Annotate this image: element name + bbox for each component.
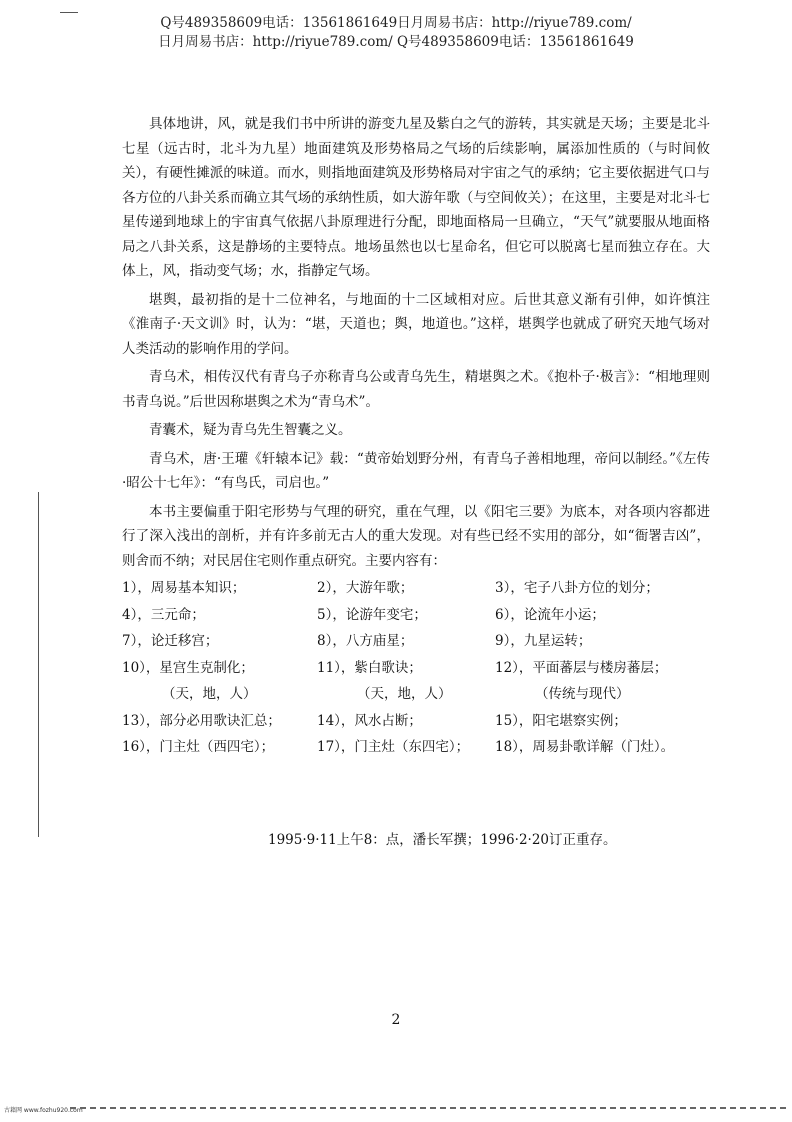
contents-subitem: （天，地，人） [162, 686, 257, 702]
header-line-1: Q号489358609电话：13561861649日月周易书店：http://riyue789.com/ [160, 15, 632, 31]
contents-item: 9），九星运转； [495, 633, 592, 649]
contents-subrow [122, 681, 710, 708]
header-line-2: 日月周易书店：http://riyue789.com/ Q号489358609电话：13561861649 [158, 34, 634, 50]
paragraph-qingwu-origin: 青乌术，唐·王瓘《轩辕本记》载：“黄帝始划野分州，有青乌子善相地理，帝问以制经。”《左传·昭公十七年》：“有鸟氏，司启也。” [122, 450, 710, 491]
page-number: 2 [391, 1012, 401, 1028]
contents-item: 12），平面蕃层与楼房蕃层； [495, 659, 668, 676]
page-header [0, 14, 792, 52]
contents-item: 3），宅子八卦方位的划分； [495, 580, 659, 596]
paragraph-kanyu: 堪舆，最初指的是十二位神名，与地面的十二区域相对应。后世其意义渐有引伸，如许慎注《淮南子·天文训》时，认为：“堪，天道也；舆，地道也。”这样，堪舆学也就成了研究天地气场对人类活动的影响作用的学问。 [122, 291, 710, 357]
footer-watermark: 古籍网 www.fozhu920.com [4, 1107, 83, 1114]
contents-row [122, 708, 710, 735]
scan-mark [60, 12, 78, 13]
contents-item: 4），三元命； [122, 606, 205, 623]
contents-subitem: （传统与现代） [535, 686, 630, 702]
contents-row [122, 734, 710, 761]
contents-item: 17），门主灶（东四宅）； [317, 739, 470, 755]
contents-item: 18），周易卦歌详解（门灶）。 [495, 739, 675, 755]
contents-row [122, 655, 710, 682]
contents-item: 15），阳宅堪察实例； [495, 712, 627, 729]
paragraph-book-intro: 本书主要偏重于阳宅形势与气理的研究，重在气理，以《阳宅三要》为底本，对各项内容都进行了深入浅出的剖析，并有许多前无古人的重大发现。对有些已经不实用的部分，如“衙署吉凶”，则舍而不纳；对民居住宅则作重点研究。主要内容有： [122, 503, 710, 569]
contents-item: 11），紫白歌诀； [317, 659, 422, 676]
paragraph-wind-water: 具体地讲，风，就是我们书中所讲的游变九星及紫白之气的游转，其实就是天场；主要是北斗七星（远古时，北斗为九星）地面建筑及形势格局之气场的后续影响，属添加性质的（与时间攸关），有硬性摊派的味道。而水，则指地面建筑及形势格局对宇宙之气的承纳；它主要依据进气口与各方位的八卦关系而确立其气场的承纳性质，如大游年歌（与空间攸关）；在这里，主要是对北斗七星传递到地球上的宇宙真气依据八卦原理进行分配，即地面格局一旦确立，“天气”就要服从地面格局之八卦关系，这是静场的主要特点。地场虽然也以七星命名，但它可以脱离七星而独立存在。大体上，风，指动变气场；水，指静定气场。 [122, 116, 710, 279]
contents-row [122, 602, 710, 629]
contents-item: 13），部分必用歌诀汇总； [122, 712, 281, 729]
contents-list [122, 575, 710, 761]
contents-row [122, 628, 710, 655]
contents-item: 14），风水占断； [317, 712, 422, 729]
contents-row [122, 575, 710, 602]
contents-item: 16），门主灶（西四宅）； [122, 739, 275, 755]
signature-date-line: 1995·9·11上午8：点，潘长军撰；1996·2·20订正重存。 [268, 832, 617, 848]
contents-item: 8），八方庙星； [317, 633, 414, 649]
contents-item: 10），星宫生克制化； [122, 659, 254, 676]
contents-item: 1），周易基本知识； [122, 580, 246, 596]
paragraph-qingwu: 青乌术，相传汉代有青乌子亦称青乌公或青乌先生，精堪舆之术。《抱朴子·极言》：“相地理则书青乌说。”后世因称堪舆之术为“青乌术”。 [122, 369, 710, 410]
document-body [122, 112, 710, 761]
footer-dashed-line [70, 1107, 786, 1109]
contents-item: 7），论迁移宫； [122, 633, 219, 649]
contents-item: 5），论游年变宅； [317, 606, 427, 623]
contents-item: 6），论流年小运； [495, 606, 605, 623]
contents-item: 2），大游年歌； [317, 580, 414, 596]
paragraph-qingnang: 青囊术，疑为青乌先生智囊之义。 [149, 422, 352, 438]
contents-subitem: （天，地，人） [357, 686, 452, 702]
margin-line [38, 492, 39, 837]
